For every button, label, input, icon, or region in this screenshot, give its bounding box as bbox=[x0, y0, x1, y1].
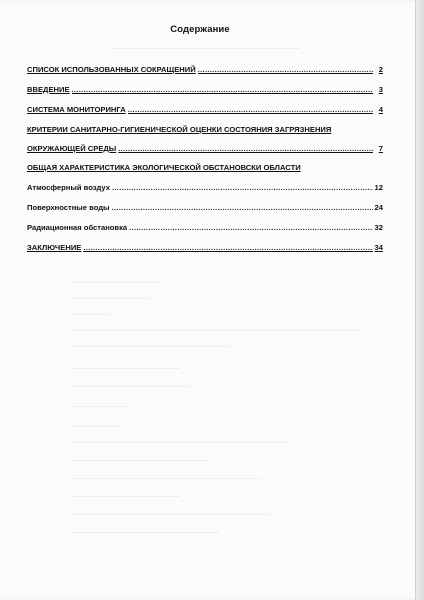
bleed-through-line bbox=[70, 496, 180, 497]
bleed-through-line bbox=[70, 330, 360, 331]
toc-entry-surface-water bbox=[27, 202, 383, 214]
bleed-through-line bbox=[70, 314, 110, 315]
toc-entry-text: СИСТЕМА МОНИТОРИНГА bbox=[27, 105, 126, 114]
toc-page-number: 7 bbox=[378, 144, 383, 153]
bleed-through-line bbox=[70, 460, 210, 461]
toc-page-number: 12 bbox=[374, 183, 383, 192]
toc-entry-text: КРИТЕРИИ САНИТАРНО-ГИГИЕНИЧЕСКОЙ ОЦЕНКИ СОСТОЯНИЯ ЗАГРЯЗНЕНИЯ bbox=[27, 125, 332, 134]
toc-entry-conclusion bbox=[27, 242, 383, 254]
toc-entry-text: Атмосферный воздух bbox=[27, 183, 110, 192]
toc-entry-criteria-line1 bbox=[27, 124, 383, 136]
toc-leader-dots bbox=[72, 84, 373, 96]
bleed-through-line bbox=[70, 442, 290, 443]
toc-entry-atmospheric-air bbox=[27, 182, 383, 194]
page-title: Содержание bbox=[170, 24, 230, 35]
toc-page-number: 4 bbox=[378, 105, 383, 114]
bleed-through-line bbox=[70, 478, 260, 479]
toc-entry-text: Радиационная обстановка bbox=[27, 223, 128, 232]
toc-entry-text: Поверхностные воды bbox=[27, 203, 110, 212]
bleed-through-line bbox=[70, 406, 130, 407]
toc-entry-introduction bbox=[27, 84, 383, 96]
toc-entry-criteria-line2 bbox=[27, 143, 383, 155]
toc-entry-abbreviations bbox=[27, 64, 383, 76]
toc-entry-radiation bbox=[27, 222, 383, 234]
page-edge bbox=[415, 0, 424, 600]
toc-page-number: 32 bbox=[374, 223, 383, 232]
bleed-through-line bbox=[70, 514, 270, 515]
toc-page-number: 34 bbox=[374, 243, 383, 252]
toc-entry-text: ЗАКЛЮЧЕНИЕ bbox=[27, 243, 82, 252]
toc-entry-text: ВВЕДЕНИЕ bbox=[27, 85, 70, 94]
toc-leader-dots bbox=[83, 242, 372, 254]
toc-leader-dots bbox=[118, 143, 373, 155]
toc-page-number: 3 bbox=[378, 85, 383, 94]
bleed-through-line bbox=[110, 48, 300, 49]
toc-entry-ecological-situation bbox=[27, 162, 383, 174]
bleed-through-line bbox=[70, 346, 230, 347]
bleed-through-line bbox=[70, 368, 180, 369]
bleed-through-line bbox=[70, 282, 160, 283]
toc-leader-dots bbox=[128, 104, 373, 116]
toc-page-number: 2 bbox=[378, 65, 383, 74]
toc-entry-text: СПИСОК ИСПОЛЬЗОВАННЫХ СОКРАЩЕНИЙ bbox=[27, 65, 196, 74]
toc-leader-dots bbox=[112, 202, 373, 214]
toc-leader-dots bbox=[112, 182, 373, 194]
toc-leader-dots bbox=[129, 222, 372, 234]
bleed-through-line bbox=[70, 532, 220, 533]
bleed-through-line bbox=[70, 386, 190, 387]
toc-leader-dots bbox=[198, 64, 373, 76]
bleed-through-line bbox=[70, 426, 120, 427]
toc-entry-text: ОКРУЖАЮЩЕЙ СРЕДЫ bbox=[27, 144, 117, 153]
toc-entry-monitoring-system bbox=[27, 104, 383, 116]
bleed-through-line bbox=[70, 298, 150, 299]
toc-page-number: 24 bbox=[374, 203, 383, 212]
toc-entry-text: ОБЩАЯ ХАРАКТЕРИСТИКА ЭКОЛОГИЧЕСКОЙ ОБСТАНОВСКИ ОБЛАСТИ bbox=[27, 163, 301, 172]
